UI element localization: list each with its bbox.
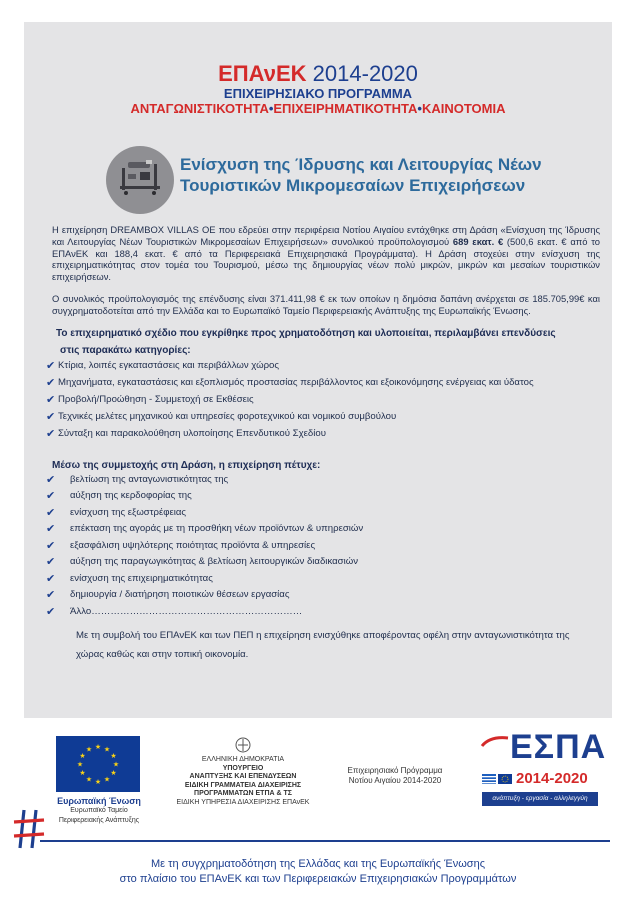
check-icon: ✔ xyxy=(46,377,56,389)
action-title xyxy=(180,154,600,196)
check-icon: ✔ xyxy=(46,539,56,552)
result-label: εξασφάλιση υψηλότερης ποιότητας προϊόντα & υπηρεσίες xyxy=(70,539,316,551)
svg-text:★: ★ xyxy=(103,775,111,784)
svg-text:★: ★ xyxy=(94,743,102,751)
svg-text:★: ★ xyxy=(85,745,93,754)
espa-word: ΕΣΠΑ xyxy=(510,728,607,766)
plan-intro-line1: Το επιχειρηματικό σχέδιο που εγκρίθηκε προς χρηματοδότηση και υλοποιείται, περιλαμβάνει επενδύσεις xyxy=(56,328,556,339)
results-intro: Μέσω της συμμετοχής στη Δράση, η επιχείρηση πέτυχε: xyxy=(52,460,321,471)
check-icon: ✔ xyxy=(46,589,56,602)
action-title-line1: Ενίσχυση της Ίδρυσης και Λειτουργίας Νέων xyxy=(180,155,542,174)
regional-programme-label xyxy=(330,766,460,786)
svg-text:★: ★ xyxy=(76,760,84,769)
result-item xyxy=(46,587,606,604)
hashtag-icon xyxy=(12,806,48,852)
category-label: Μηχανήματα, εγκαταστάσεις και εξοπλισμός προστασίας περιβάλλοντος και εξοικονόμησης ενέργειας και ύδατος xyxy=(58,377,534,388)
tagline-1: ΑΝΤΑΓΩΝΙΣΤΙΚΟΤΗΤΑ xyxy=(130,101,269,116)
svg-text:★: ★ xyxy=(79,769,86,777)
gr-line5: ΠΡΟΓΡΑΜΜΑΤΩΝ ΕΤΠΑ & ΤΣ xyxy=(194,790,292,797)
cofinancing-line1: Με τη συγχρηματοδότηση της Ελλάδας και της Ευρωπαϊκής Ένωσης xyxy=(150,858,486,870)
eu-title: Ευρωπαϊκή Ένωση xyxy=(57,796,141,806)
action-title-line2: Τουριστικών Μικρομεσαίων Επιχειρήσεων xyxy=(180,176,526,195)
flags-icon xyxy=(482,774,514,786)
check-icon: ✔ xyxy=(46,556,56,569)
category-label: Σύνταξη και παρακολούθηση υλοποίησης Επενδυτικού Σχεδίου xyxy=(58,428,326,439)
eu-fund-line1: Ευρωπαϊκό Ταμείο xyxy=(70,807,128,814)
result-label: δημιουργία / διατήρηση ποιοτικών θέσεων εργασίας xyxy=(70,589,290,601)
svg-text:★: ★ xyxy=(112,760,120,769)
eu-flag-icon xyxy=(56,736,140,792)
gr-line4: ΕΙΔΙΚΗ ΓΡΑΜΜΑΤΕΙΑ ΔΙΑΧΕΙΡΙΣΗΣ xyxy=(184,781,302,789)
espa-swoosh-icon xyxy=(480,734,510,748)
category-item xyxy=(46,408,606,425)
result-label: ενίσχυση της επιχειρηματικότητας xyxy=(70,572,213,584)
result-item xyxy=(46,471,606,488)
check-icon: ✔ xyxy=(46,473,56,486)
svg-text:★: ★ xyxy=(85,775,93,784)
budget-paragraph: Ο συνολικός προϋπολογισμός της επένδυσης είναι 371.411,98 € εκ των οποίων η δημόσια δαπάνη ανέρχεται σε 185.705,99€ και συγχρηματοδοτείται από την Ελλάδα και το Ευρωπαϊκό Ταμείο Περιφερειακής Ανάπτυξης της Ευρωπαϊκής Ένωσης. xyxy=(52,293,600,316)
result-label: αύξηση της παραγωγικότητας & βελτίωση λειτουργικών διαδικασιών xyxy=(70,556,359,568)
espa-years: 2014-2020 xyxy=(516,770,588,787)
check-icon: ✔ xyxy=(46,428,56,440)
check-icon: ✔ xyxy=(46,394,56,406)
gr-line3: ΑΝΑΠΤΥΞΗΣ ΚΑΙ ΕΠΕΝΔΥΣΕΩΝ xyxy=(189,773,297,780)
brand-years: 2014-2020 xyxy=(312,61,418,86)
prog-line2: Νοτίου Αιγαίου 2014-2020 xyxy=(348,776,442,785)
intro-paragraph xyxy=(52,224,600,283)
svg-text:★: ★ xyxy=(94,778,102,786)
plan-intro-line2: στις παρακάτω κατηγορίες: xyxy=(60,345,191,356)
programme-header xyxy=(24,62,612,117)
result-item xyxy=(46,603,606,620)
poster-panel xyxy=(24,22,612,718)
greek-ministry-logo xyxy=(176,736,310,807)
plan-intro xyxy=(56,325,604,359)
result-label: επέκταση της αγοράς με τη προσθήκη νέων προϊόντων & υπηρεσιών xyxy=(70,523,364,535)
intro-text-b: (500,6 εκατ. € από το ΕΠΑνΕΚ και 188,4 εκατ. € από τα Περιφερειακά Επιχειρησιακά Προγράμματα). Η Δράση στοχεύει στην ενίσχυση της επιχειρηματικότητας στον τομέα του Τουρισμού, μέσω της δημιουργίας νέων πολύ μικρών, μικρών και μεσαίων τουριστικών επιχειρήσεων. xyxy=(52,235,601,283)
category-item xyxy=(46,391,606,408)
category-item xyxy=(46,374,606,391)
conclusion-paragraph: Με τη συμβολή του ΕΠΑνΕΚ και των ΠΕΠ η επιχείρηση ενισχύθηκε αποφέροντας οφέλη στην ανταγωνιστικότητα της χώρας καθώς και στην τοπική οικονομία. xyxy=(76,630,570,660)
category-label: Προβολή/Προώθηση - Συμμετοχή σε Εκθέσεις xyxy=(58,394,254,405)
check-icon: ✔ xyxy=(46,523,56,536)
tourism-action-icon xyxy=(106,146,174,214)
programme-brand xyxy=(24,62,612,86)
result-item xyxy=(46,537,606,554)
check-icon: ✔ xyxy=(46,506,56,519)
tagline-3: ΚΑΙΝΟΤΟΜΙΑ xyxy=(421,101,506,116)
check-icon: ✔ xyxy=(46,605,56,618)
result-item xyxy=(46,570,606,587)
eu-fund-line2: Περιφερειακής Ανάπτυξης xyxy=(58,817,140,824)
programme-tagline xyxy=(24,101,612,117)
gr-line2: ΥΠΟΥΡΓΕΙΟ xyxy=(222,764,264,772)
check-icon: ✔ xyxy=(46,490,56,503)
espa-slogan: ανάπτυξη - εργασία - αλληλεγγύη xyxy=(482,792,598,806)
brand-name: ΕΠΑνΕΚ xyxy=(218,61,307,86)
category-label: Τεχνικές μελέτες μηχανικού και υπηρεσίες φοροτεχνικού και νομικού συμβούλου xyxy=(58,411,397,422)
results-list xyxy=(46,471,606,620)
result-label: Άλλο………………………………………………………… xyxy=(70,605,303,617)
investment-categories-list xyxy=(46,357,606,442)
tagline-sep-2: • xyxy=(417,101,422,116)
cofinancing-line2: στο πλαίσιο του ΕΠΑνΕΚ και των Περιφερειακών Επιχειρησιακών Προγραμμάτων xyxy=(119,873,517,885)
footer-divider xyxy=(40,840,610,842)
category-label: Κτίρια, λοιπές εγκαταστάσεις και περιβάλλων χώρος xyxy=(58,360,279,371)
tagline-2: ΕΠΙΧΕΙΡΗΜΑΤΙΚΟΤΗΤΑ xyxy=(273,101,418,116)
result-item xyxy=(46,554,606,571)
espa-logo xyxy=(480,728,607,808)
result-label: βελτίωση της ανταγωνιστικότητας της xyxy=(70,473,229,485)
programme-subtitle: ΕΠΙΧΕΙΡΗΣΙΑΚΟ ΠΡΟΓΡΑΜΜΑ xyxy=(223,86,413,101)
check-icon: ✔ xyxy=(46,360,56,372)
svg-text:★: ★ xyxy=(103,745,111,754)
tagline-sep-1: • xyxy=(268,101,274,116)
svg-text:★: ★ xyxy=(110,769,117,777)
result-item xyxy=(46,488,606,505)
result-label: ενίσχυση της εξωστρέφειας xyxy=(70,506,187,518)
eu-caption xyxy=(40,796,158,826)
check-icon: ✔ xyxy=(46,411,56,423)
intro-text-a: Η επιχείρηση DREAMBOX VILLAS OE που εδρεύει στην περιφέρεια Νοτίου Αιγαίου εντάχθηκε στη Δράση «Ενίσχυση της Ίδρυσης και Λειτουργίας Νέων Τουριστικών Μικρομεσαίων Επιχειρήσεων» συνολικού προϋπολογισμού xyxy=(52,224,600,247)
budget-amount: 689 εκατ. € xyxy=(452,235,504,247)
svg-text:★: ★ xyxy=(110,752,117,760)
prog-line1: Επιχειρησιακό Πρόγραμμα xyxy=(347,766,443,775)
gr-line1: ΕΛΛΗΝΙΚΗ ΔΗΜΟΚΡΑΤΙΑ xyxy=(201,756,285,763)
greek-emblem-icon xyxy=(235,736,251,754)
check-icon: ✔ xyxy=(46,572,56,585)
result-item xyxy=(46,504,606,521)
cofinancing-statement xyxy=(0,857,636,887)
result-item xyxy=(46,521,606,538)
svg-text:★: ★ xyxy=(79,752,86,760)
gr-line6: ΕΙΔΙΚΗ ΥΠΗΡΕΣΙΑ ΔΙΑΧΕΙΡΙΣΗΣ ΕΠΑνΕΚ xyxy=(176,798,310,806)
category-item xyxy=(46,357,606,374)
category-item xyxy=(46,425,606,442)
result-label: αύξηση της κερδοφορίας της xyxy=(70,490,192,502)
